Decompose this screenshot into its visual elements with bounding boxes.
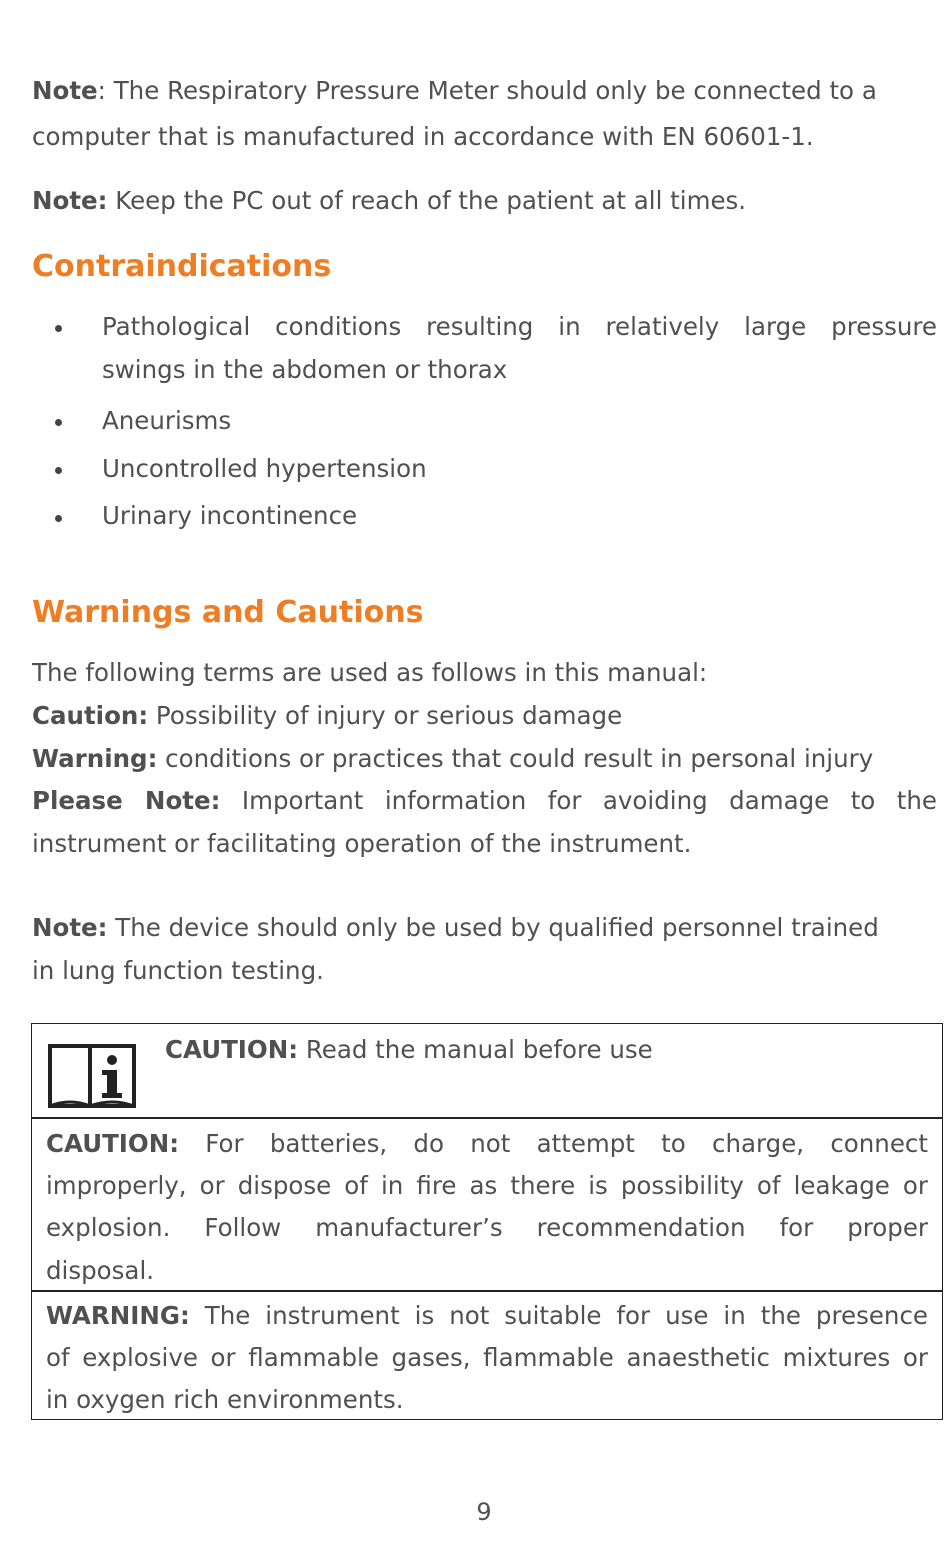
note-text: : The Respiratory Pressure Meter should only be connected to a (97, 76, 877, 105)
caution-manual-text (165, 1035, 653, 1064)
term-text: Possibility of injury or serious damage (148, 701, 623, 730)
warning-explosive-line2: of explosive or flammable gases, flammable anaesthetic mixtures or (46, 1343, 928, 1372)
note-label: Note: (32, 186, 108, 215)
caution-box-manual (31, 1023, 943, 1119)
note-qualified-personnel-line2: in lung function testing. (32, 956, 324, 985)
warning-text: The instrument is not suitable for use in the presence (189, 1301, 928, 1330)
contraindication-item-1: Pathological conditions resulting in relatively large pressure (102, 312, 937, 341)
bullet-icon (55, 467, 62, 474)
caution-batteries-line3: explosion. Follow manufacturer’s recommendation for proper (46, 1213, 928, 1242)
term-caution (32, 701, 622, 730)
contraindication-item-3: Uncontrolled hypertension (102, 454, 427, 483)
note-connection (32, 76, 877, 105)
warning-explosive-line1 (46, 1301, 928, 1330)
note-pc-reach (32, 186, 746, 215)
warning-box-explosive (31, 1290, 943, 1420)
caution-batteries-line4: disposal. (46, 1256, 155, 1285)
term-text: Important information for avoiding damage to the (220, 786, 937, 815)
read-manual-icon (46, 1040, 138, 1112)
term-label: Caution: (32, 701, 149, 730)
caution-text: Read the manual before use (298, 1035, 653, 1064)
caution-batteries-line1 (46, 1129, 928, 1158)
warning-label: WARNING: (46, 1301, 190, 1330)
contraindication-item-4: Urinary incontinence (102, 501, 358, 530)
bullet-icon (55, 419, 62, 426)
note-label: Note: (32, 913, 108, 942)
term-warning (32, 744, 873, 773)
bullet-icon (55, 515, 62, 522)
contraindications-heading: Contraindications (32, 249, 332, 284)
bullet-icon (55, 325, 62, 332)
warnings-heading: Warnings and Cautions (32, 595, 424, 630)
term-label: Warning: (32, 744, 158, 773)
term-text: conditions or practices that could result in personal injury (157, 744, 874, 773)
page-number: 9 (476, 1498, 492, 1526)
note-text: The device should only be used by qualified personnel trained (107, 913, 879, 942)
caution-label: CAUTION: (46, 1129, 180, 1158)
note-connection-line2: computer that is manufactured in accordance with EN 60601-1. (32, 122, 814, 151)
note-text: Keep the PC out of reach of the patient at all times. (107, 186, 747, 215)
caution-batteries-line2: improperly, or dispose of in fire as there is possibility of leakage or (46, 1171, 928, 1200)
contraindication-item-1-line2: swings in the abdomen or thorax (102, 355, 508, 384)
contraindication-item-2: Aneurisms (102, 406, 232, 435)
caution-box-batteries (31, 1117, 943, 1292)
term-please-note-line2: instrument or facilitating operation of the instrument. (32, 829, 692, 858)
caution-text: For batteries, do not attempt to charge, connect (179, 1129, 928, 1158)
note-qualified-personnel (32, 913, 879, 942)
term-label: Please Note: (32, 786, 221, 815)
warning-explosive-line3: in oxygen rich environments. (46, 1385, 404, 1414)
note-label: Note (32, 76, 98, 105)
caution-label: CAUTION: (165, 1035, 299, 1064)
term-please-note (32, 786, 937, 815)
warnings-intro: The following terms are used as follows in this manual: (32, 658, 708, 687)
